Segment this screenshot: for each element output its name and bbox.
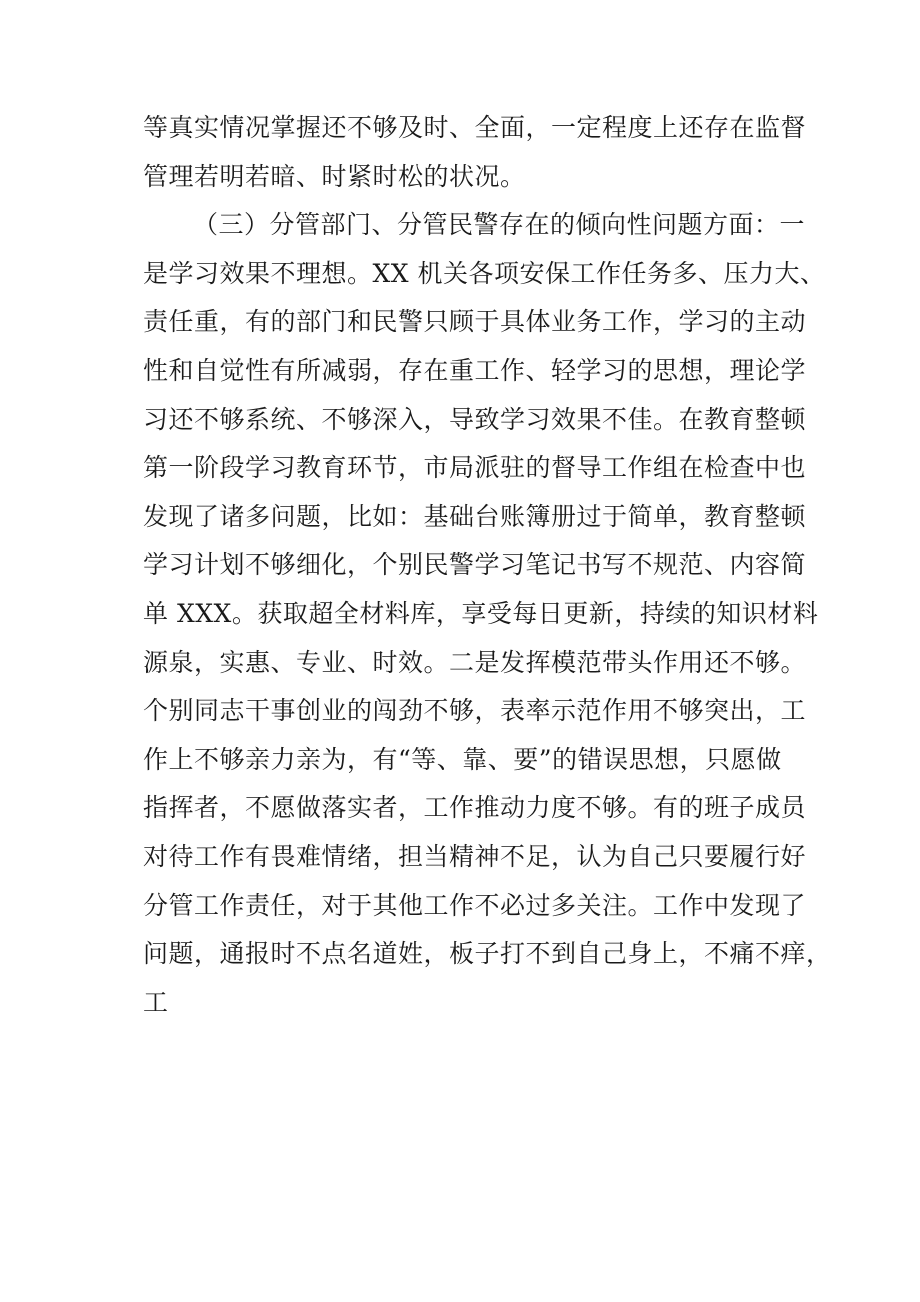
text-line-9: 发现了诸多问题，比如：基础台账簿册过于简单，教育整顿 bbox=[143, 501, 807, 531]
text-line-6: 性和自觉性有所减弱，存在重工作、轻学习的思想，理论学 bbox=[143, 355, 807, 385]
text-line-8: 第一阶段学习教育环节，市局派驻的督导工作组在检查中也 bbox=[143, 453, 807, 483]
text-line-4: 是学习效果不理想。XX 机关各项安保工作任务多、压力大、 bbox=[143, 258, 826, 288]
text-line-18: 问题，通报时不点名道姓，板子打不到自己身上，不痛不痒， bbox=[143, 939, 832, 969]
text-line-2: 管理若明若暗、时紧时松的状况。 bbox=[143, 161, 526, 191]
text-line-3-section-heading: （三）分管部门、分管民警存在的倾向性问题方面：一 bbox=[193, 210, 806, 240]
text-line-19: 工 bbox=[143, 987, 169, 1017]
body-text bbox=[143, 104, 832, 1027]
text-line-1: 等真实情况掌握还不够及时、全面，一定程度上还存在监督 bbox=[143, 113, 807, 142]
text-line-14: 作上不够亲力亲为，有“等、靠、要”的错误思想，只愿做 bbox=[143, 744, 782, 774]
text-line-10: 学习计划不够细化，个别民警学习笔记书写不规范、内容简 bbox=[143, 550, 807, 580]
text-line-15: 指挥者，不愿做落实者，工作推动力度不够。有的班子成员 bbox=[143, 793, 807, 823]
text-line-16: 对待工作有畏难情绪，担当精神不足，认为自己只要履行好 bbox=[143, 841, 807, 871]
text-line-5: 责任重，有的部门和民警只顾于具体业务工作，学习的主动 bbox=[143, 307, 807, 337]
text-line-13: 个别同志干事创业的闯劲不够，表率示范作用不够突出，工 bbox=[143, 696, 807, 726]
text-line-11: 单 XXX。获取超全材料库，享受每日更新，持续的知识材料 bbox=[143, 598, 819, 628]
text-line-17: 分管工作责任，对于其他工作不必过多关注。工作中发现了 bbox=[143, 890, 807, 920]
text-line-12: 源泉，实惠、专业、时效。二是发挥模范带头作用还不够。 bbox=[143, 647, 807, 677]
text-line-7: 习还不够系统、不够深入，导致学习效果不佳。在教育整顿 bbox=[143, 404, 807, 434]
